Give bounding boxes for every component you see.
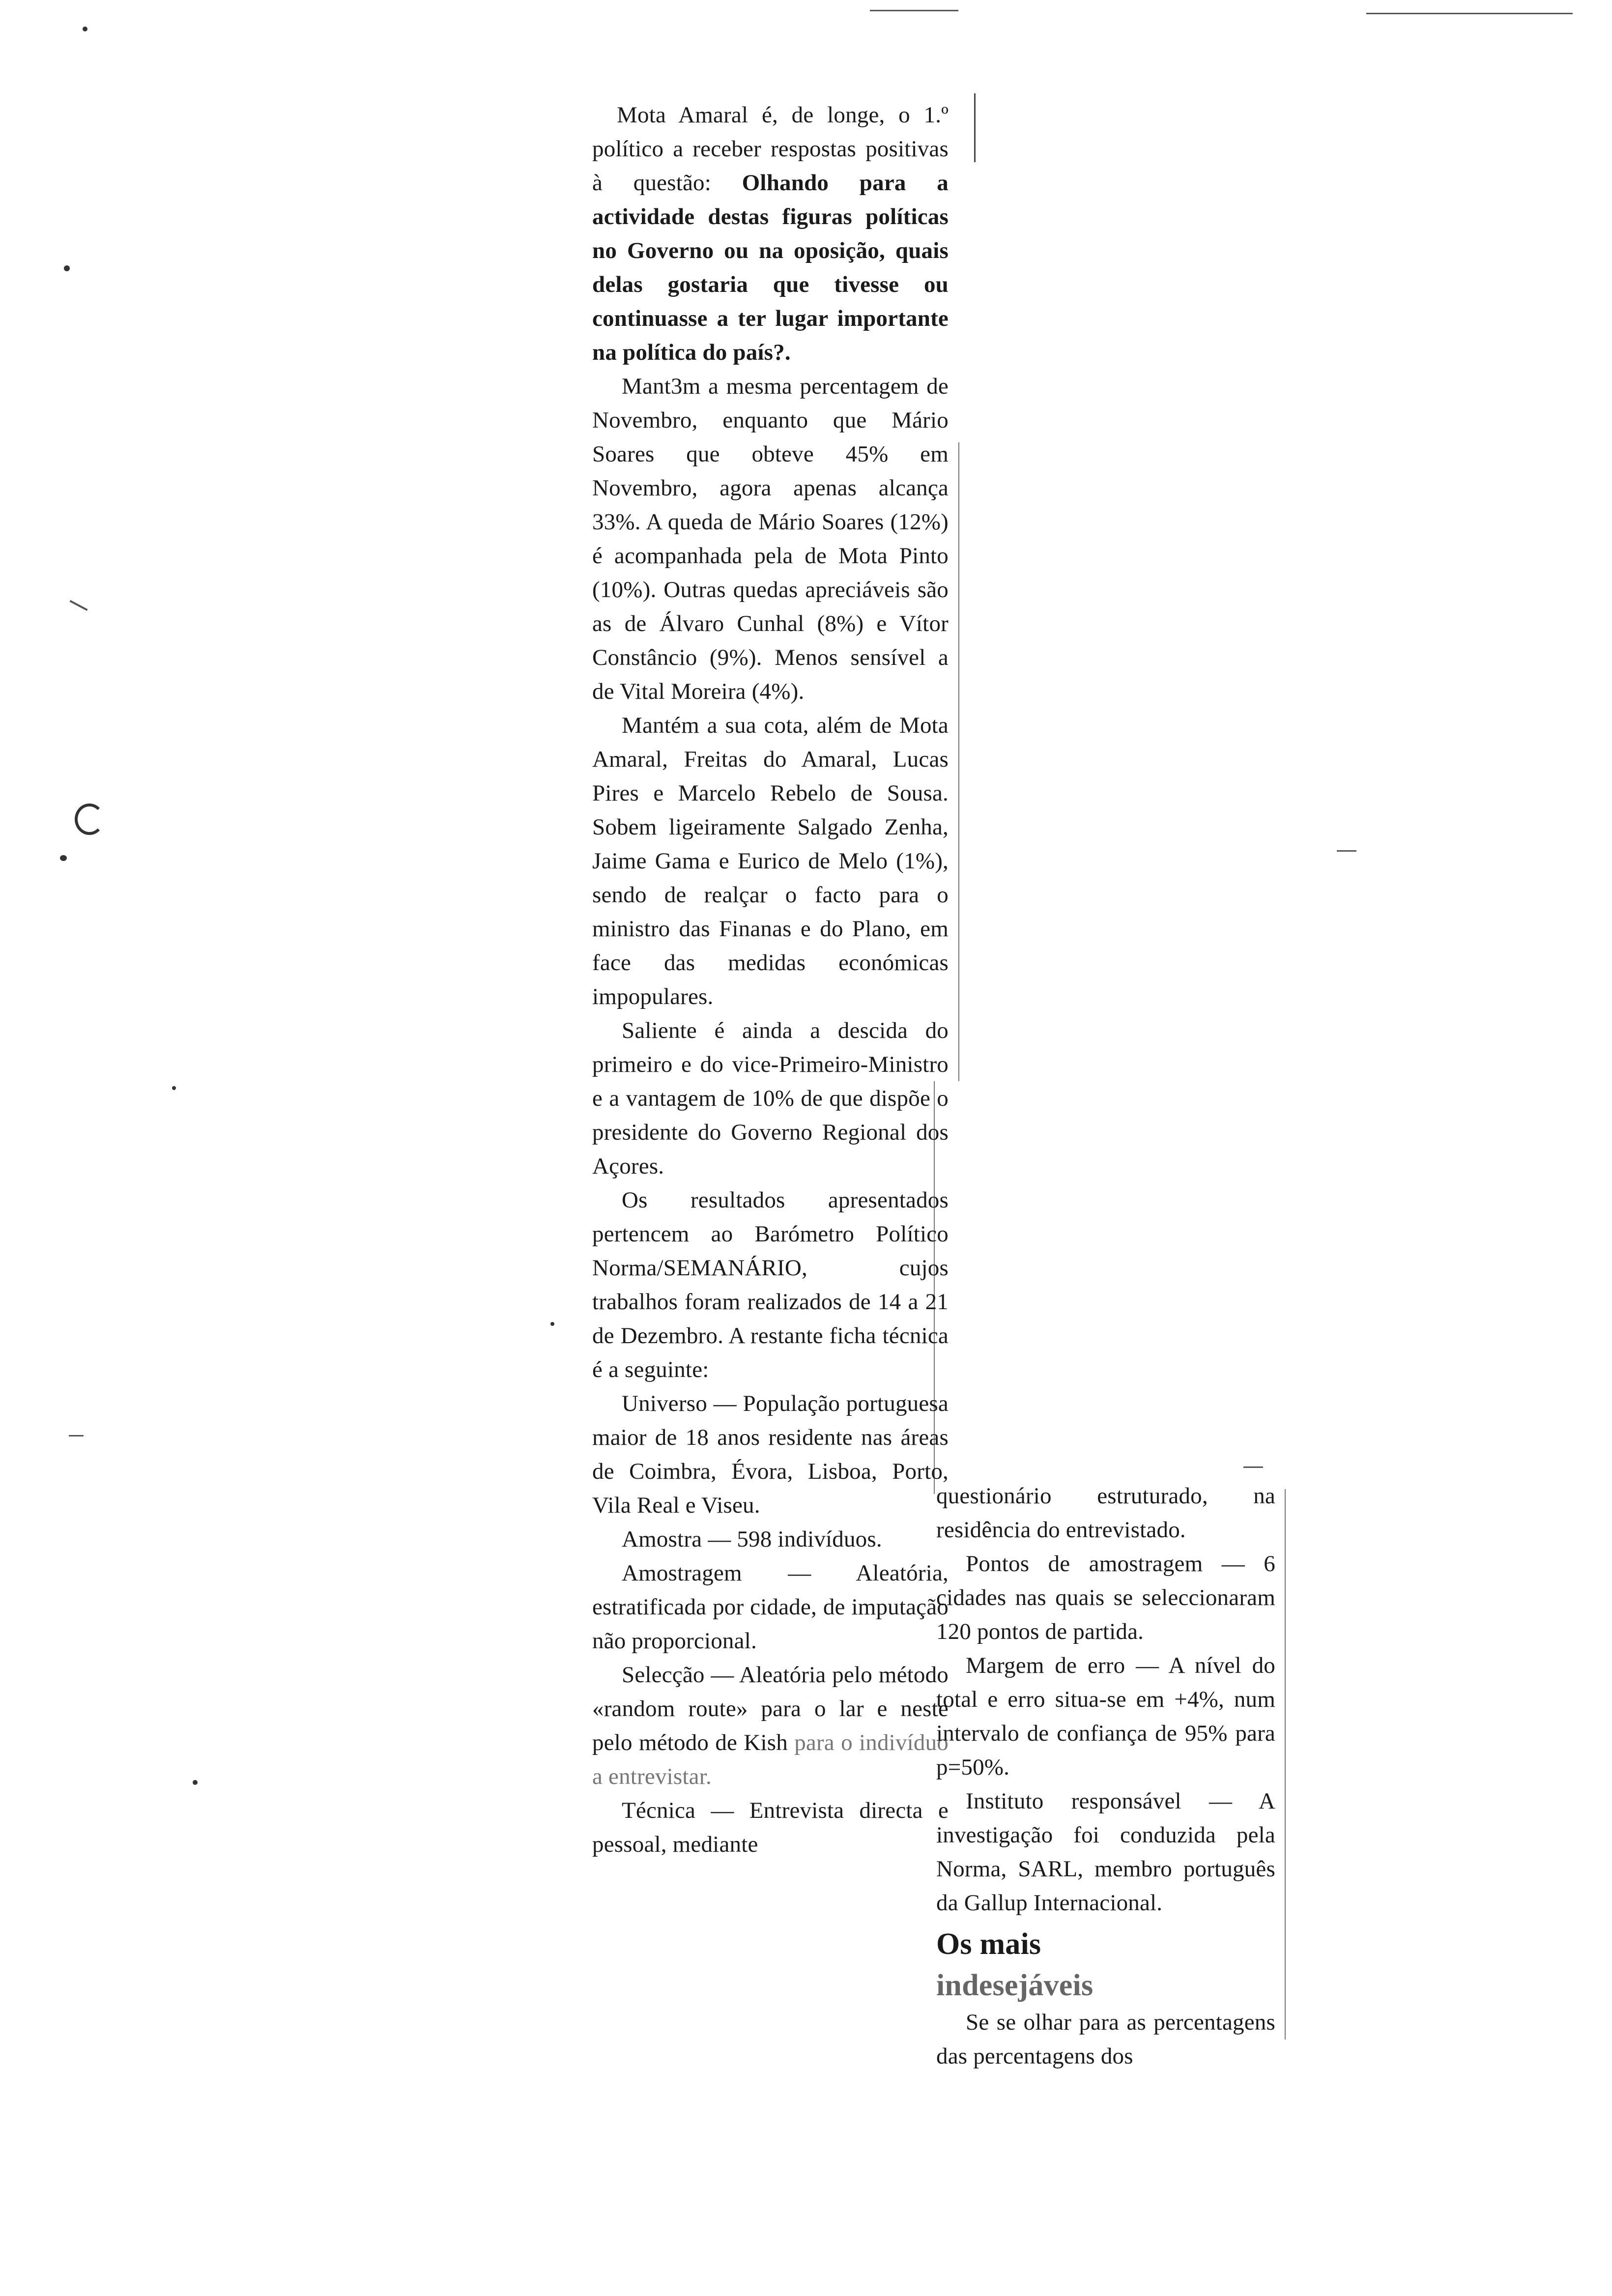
column1-right-rule — [958, 442, 959, 1081]
column1-right-rule — [974, 93, 976, 162]
margin-dash — [69, 1435, 84, 1436]
paragraph-questionnaire: questionário estruturado, na residência do entrevistado. — [936, 1483, 1275, 1543]
paragraph-maintained: Mantém a sua cota, além de Mota Amaral, Freitas do Amaral, Lucas Pires e Marcelo Rebelo de Sousa. Sobem ligeiramente Salgado Zenha, Jaime Gama e Eurico de Melo (1%), sendo de realçar o facto para o ministro das Finanas e do Plano, em face das medidas económicas impopulares. — [592, 713, 949, 1009]
top-rule-left — [870, 10, 958, 11]
paragraph-results: Os resultados apresentados pertencem ao Barómetro Político Norma/SEMANÁRIO, cujos trabalhos foram realizados de 14 a 21 de Dezembro. A restante ficha técnica é a seguinte: — [592, 1187, 949, 1382]
paragraph-undesirables: Se se olhar para as percentagens das percentagens dos — [936, 2009, 1275, 2069]
paragraph-error-margin: Margem de erro — A nível do total e erro situa-se em +4%, num intervalo de confiança de 95% para p=50%. — [936, 1653, 1275, 1780]
margin-speck — [60, 855, 67, 861]
paragraph-percentages: Mant3m a mesma percentagem de Novembro, enquanto que Mário Soares que obteve 45% em Novembro, agora apenas alcança 33%. A queda de Mário Soares (12%) é acompanhada pela de Mota Pinto (10%). Outras quedas apreciáveis são as de Álvaro Cunhal (8%) e Vítor Constâncio (9%). Menos sensível a de Vital Moreira (4%). — [592, 373, 949, 704]
paragraph-decline: Saliente é ainda a descida do primeiro e do vice-Primeiro-Ministro e a vantagem de 10% de que dispõe o presidente do Governo Regional dos Açores. — [592, 1018, 949, 1179]
section-heading: Os mais — [936, 1927, 1041, 1961]
article-column-2 — [936, 1479, 1275, 2073]
column2-right-rule — [1285, 1489, 1286, 2039]
margin-speck — [64, 265, 70, 271]
selection-faint-text: para o indivíduo a entrevistar. — [592, 1730, 949, 1789]
margin-dash — [69, 600, 87, 611]
paragraph-technique: Técnica — Entrevista directa e pessoal, mediante — [592, 1798, 949, 1857]
margin-dash — [1243, 1466, 1263, 1468]
paragraph-sample: Amostra — 598 indivíduos. — [622, 1526, 882, 1552]
margin-dash — [1337, 850, 1356, 852]
top-rule-right — [1366, 13, 1573, 14]
paragraph-sampling-points: Pontos de amostragem — 6 cidades nas quais se seleccionaram 120 pontos de partida. — [936, 1551, 1275, 1644]
margin-speck — [550, 1322, 554, 1326]
margin-blot — [75, 804, 104, 835]
paragraph-universe: Universo — População portuguesa maior de 18 anos residente nas áreas de Coimbra, Évora, Lisboa, Porto, Vila Real e Viseu. — [592, 1391, 949, 1518]
paragraph-selection — [592, 1658, 949, 1794]
margin-speck — [193, 1780, 198, 1785]
survey-question: Olhando para a actividade destas figuras políticas no Governo ou na oposição, quais delas gostaria que tivesse ou continuasse a ter lugar importante na política do país?. — [592, 170, 949, 365]
selection-text: Selecção — Aleatória pelo método «random route» para o lar e neste pelo método de Kish — [592, 1662, 949, 1755]
paragraph-sampling: Amostragem — Aleatória, estratificada por cidade, de imputação não proporcional. — [592, 1560, 949, 1654]
margin-speck — [172, 1086, 176, 1090]
section-heading-line2: indesejáveis — [936, 1969, 1094, 2002]
paragraph-institute: Instituto responsável — A investigação foi conduzida pela Norma, SARL, membro português da Gallup Internacional. — [936, 1788, 1275, 1916]
intro-paragraph — [592, 98, 949, 370]
margin-speck — [83, 27, 87, 31]
article-column-1 — [592, 98, 949, 1862]
intro-lead-text: Mota Amaral é, de longe, o 1.º político a receber respostas positivas à questão: — [592, 102, 949, 196]
